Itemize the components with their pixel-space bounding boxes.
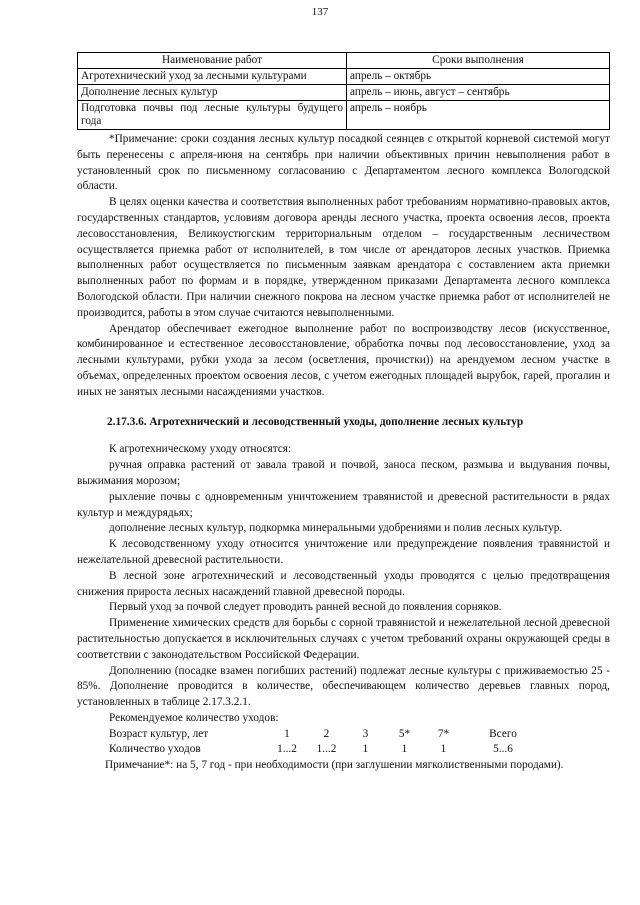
- section-heading: 2.17.3.6. Агротехнический и лесоводственный уходы, дополнение лесных культур: [107, 415, 524, 428]
- work-cell: Агротехнический уход за лесными культурами: [78, 69, 347, 85]
- works-schedule-table: [77, 52, 610, 130]
- page-number: 137: [311, 6, 329, 18]
- table-row: [78, 85, 610, 101]
- term-cell: апрель – октябрь: [347, 69, 610, 85]
- term-cell: апрель – ноябрь: [347, 101, 610, 130]
- list-item: ручная оправка растений от завала травой и почвой, заноса песком, размыва и выдувания почвы, выжимания морозом;: [77, 459, 610, 487]
- care-count-table: [109, 727, 543, 759]
- paragraph: К агротехническому уходу относятся:: [109, 443, 292, 456]
- work-cell: Подготовка почвы под лесные культуры будущего года: [78, 101, 347, 130]
- column-header-work: Наименование работ: [78, 53, 347, 69]
- paragraph: Дополнению (посадке взамен погибших растений) подлежат лесные культуры с приживаемостью 25 - 85%. Дополнение проводится в количестве, обеспечивающем количество деревьев главных пород, установленных в таблице 2.17.3.2.1.: [77, 664, 610, 709]
- table-header-row: [78, 53, 610, 69]
- count-value: 1...2: [316, 743, 337, 756]
- work-cell: Дополнение лесных культур: [78, 85, 347, 101]
- age-total: Всего: [489, 727, 517, 740]
- count-value: 1...2: [277, 743, 297, 756]
- paragraph: Первый уход за почвой следует проводить ранней весной до появления сорняков.: [109, 601, 502, 614]
- age-value: 2: [323, 727, 330, 740]
- paragraph: Арендатор обеспечивает ежегодное выполнение работ по воспроизводству лесов (искусственное, комбинированное и естественное лесовосстановление, обработка почвы под лесовосстановление, уход за лесными культурами, рубки ухода за лесом (осветления, прочистки)) на арендуемом лесном участке в объемах, определенных проектом освоения лесов, с учетом ежегодных площадей вырубок, гарей, прогалин и иных не занятых лесными насаждениями участков.: [77, 322, 610, 398]
- count-label: Количество уходов: [109, 743, 201, 756]
- age-row: [109, 727, 543, 743]
- paragraph: В лесной зоне агротехнический и лесоводственный уходы проводятся с целью предотвращения снижения прироста лесных насаждений главной древесной породы.: [77, 569, 610, 598]
- age-value: 7*: [437, 727, 450, 740]
- count-row: [109, 742, 543, 758]
- paragraph: Применение химических средств для борьбы с сорной травянистой и нежелательной лесной древесной растительностью допускается в исключительных случаях с учетом требований охраны окружающей среды в соответствии с законодательством Российской Федерации.: [77, 617, 610, 661]
- list-item: рыхление почвы с одновременным уничтожением травянистой и древесной растительности в рядах культур и междурядьях;: [77, 490, 610, 519]
- document-body: [77, 132, 610, 774]
- age-label: Возраст культур, лет: [109, 727, 209, 740]
- count-total: 5...6: [493, 743, 513, 756]
- paragraph: К лесоводственному уходу относится уничтожение или предупреждение появления травянистой и нежелательной древесной растительности.: [77, 538, 610, 566]
- age-value: 5*: [398, 727, 411, 740]
- age-value: 3: [362, 727, 369, 740]
- paragraph: В целях оценки качества и соответствия выполненных работ требованиям нормативно-правовых актов, государственных стандартов, условиям договора аренды лесного участка, проекта освоения лесов, проекта лесовосстановления, Великоустюгским территориальным отделом – государственным лесничеством осуществляется приемка работ от исполнителей, в том числе от арендаторов лесных участков. Приемка выполненных работ осуществляется по письменным заявкам арендатора с составлением акта приемки выполненных работ по формам и в порядке, утвержденном приказами Департамента лесного комплекса Вологодской области. При наличии снежного покрова на лесном участке приемка работ от исполнителей не производится, работы в этом случае считаются невыполненными.: [77, 196, 610, 319]
- table-row: [78, 69, 610, 85]
- note-paragraph: *Примечание: сроки создания лесных культур посадкой сеянцев с открытой корневой системой могут быть перенесены с апреля-июня на сентябрь при наличии объективных причин невыполнения работ в установленный срок по письменному согласованию с Департаментом лесного комплекса Вологодской области.: [77, 133, 610, 193]
- column-header-term: Сроки выполнения: [347, 53, 610, 69]
- age-value: 1: [284, 727, 290, 740]
- list-item: дополнение лесных культур, подкормка минеральными удобрениями и полив лесных культур.: [109, 522, 563, 535]
- count-value: 1: [401, 743, 408, 756]
- count-value: 1: [362, 743, 369, 756]
- table-row: [78, 101, 610, 130]
- note-paragraph: Примечание*: на 5, 7 год - при необходимости (при заглушении мягколиственными породами).: [105, 759, 564, 772]
- term-cell: апрель – июнь, август – сентябрь: [347, 85, 610, 101]
- count-value: 1: [440, 743, 447, 756]
- paragraph: Рекомендуемое количество уходов:: [109, 711, 279, 724]
